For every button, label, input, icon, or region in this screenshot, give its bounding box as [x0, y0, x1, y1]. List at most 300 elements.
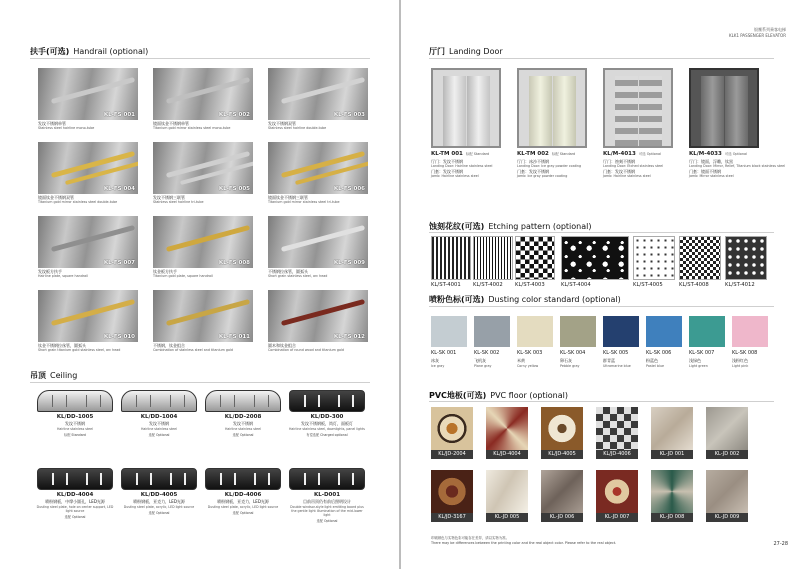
pvc-option	[596, 407, 638, 459]
door-drawing	[431, 68, 501, 148]
door-name-en: Landing Door: Etched stainless steel	[603, 164, 664, 168]
ceiling-strip	[338, 395, 340, 407]
dusting-name-cn: 浅粉红色	[732, 358, 748, 363]
handrail-photo	[38, 142, 138, 194]
door-code-label: KL/M-4033	[689, 151, 722, 157]
pvc-option	[541, 470, 583, 522]
pvc-option	[596, 470, 638, 522]
handrail-name-en: Combination of round wood and titanium gold	[268, 348, 344, 352]
dusting-name-en: Ice gray	[431, 364, 445, 368]
handrail-code: KL-FS 002	[218, 112, 250, 118]
door-name-cn: 厅门：镜面，浮雕，钛黑	[689, 159, 733, 164]
door-leaf-right	[553, 76, 576, 146]
pvc-code: KL-JD 002	[706, 450, 748, 459]
etching-rule	[429, 232, 774, 233]
etching-code: KL/ST-4012	[725, 282, 755, 288]
door-name-cn: 厅门：发纹不锈钢	[431, 159, 463, 164]
handrail-name-en: Stainless steel hairline tri-tube	[153, 200, 204, 204]
handrail-name-cn: 镜面钛金不锈钢单管	[153, 121, 189, 126]
handrail-name-en: Short grain stainless steel, arc head	[268, 274, 328, 278]
ceiling-option	[288, 390, 366, 452]
handrail-name-en: Titanium gold plate, square handrail	[153, 274, 213, 278]
handrail-bar	[51, 225, 135, 252]
handrail-option	[153, 290, 253, 353]
etching-swatch	[515, 236, 555, 280]
dusting-name-cn: 卵石灰	[560, 358, 572, 363]
ceiling-strip	[304, 473, 306, 485]
ceiling-option-tag: 选配 Optional	[148, 433, 170, 437]
pvc-option	[486, 407, 528, 459]
jamb-name-cn: 门套：发纹不锈钢	[603, 169, 635, 174]
handrail-option	[38, 68, 138, 131]
ceiling-name-en: Dusting steel plate, acrylic, LED light source	[123, 505, 195, 509]
dusting-name-en: Light green	[689, 364, 708, 368]
ceiling-name-cn: 喷粉钢板，中摩小圆孔，LED光源	[45, 499, 105, 504]
etching-code: KL/ST-4004	[561, 282, 591, 288]
dusting-name-en: Light pink	[732, 364, 749, 368]
etching-option	[633, 236, 675, 291]
ceiling-strip	[184, 395, 185, 407]
ceiling-strip	[184, 473, 186, 485]
ceiling-strip	[66, 395, 67, 407]
handrail-photo	[268, 216, 368, 268]
handrail-code: KL-FS 007	[103, 260, 135, 266]
handrail-photo	[38, 216, 138, 268]
pvc-swatch	[541, 407, 583, 450]
handrail-bar	[166, 77, 250, 104]
dusting-name-en: Pastel blue	[646, 364, 664, 368]
pvc-option	[706, 407, 748, 459]
etching-swatch	[679, 236, 721, 280]
ceiling-strip	[86, 395, 87, 407]
ceiling-option-tag: 有偿选配 Charged optional	[306, 433, 348, 437]
handrail-name-en: Short grain titanium gold stainless steel, arc head	[38, 348, 121, 352]
door-option-tag: 标配 Standard	[465, 152, 490, 156]
ceiling-strip	[318, 473, 320, 485]
handrail-code: KL-FS 005	[218, 186, 250, 192]
ceiling-drawing	[37, 390, 113, 412]
handrail-name-cn: 发纹不锈钢三联管	[153, 195, 185, 200]
handrail-code: KL-FS 008	[218, 260, 250, 266]
ceiling-drawing	[289, 468, 365, 490]
ceiling-strip	[136, 473, 138, 485]
pvc-code: KL/JD-4005	[541, 450, 583, 459]
pvc-option	[651, 407, 693, 459]
handrail-code: KL-FS 010	[103, 334, 135, 340]
pvc-code: KL/JD-3167	[431, 513, 473, 522]
handrail-option	[268, 290, 368, 353]
handrail-photo	[153, 290, 253, 342]
pvc-swatch	[706, 407, 748, 450]
landing-door-rule	[429, 58, 774, 59]
pvc-option	[541, 407, 583, 459]
handrail-bar	[166, 299, 250, 326]
handrail-code: KL-FS 001	[103, 112, 135, 118]
ceiling-option	[204, 468, 282, 530]
ceiling-code: KL/DD-300	[310, 414, 344, 420]
dusting-name-cn: 飞机灰	[474, 358, 486, 363]
handrail-photo	[38, 290, 138, 342]
dusting-swatch	[560, 316, 596, 347]
door-leaf-right	[725, 76, 748, 146]
ceiling-option-tag: 选配 Optional	[148, 511, 170, 515]
ceiling-drawing	[121, 468, 197, 490]
pvc-swatch	[706, 470, 748, 513]
handrail-name-cn: 不锈钢拉丝管，圆弧头	[268, 269, 308, 274]
door-drawing	[517, 68, 587, 148]
door-option-tag: 可选 Optional	[724, 152, 748, 156]
etching-option	[515, 236, 555, 291]
pvc-code: KL/JD-2004	[431, 450, 473, 459]
ceiling-option-tag: 选配 Optional	[232, 511, 254, 515]
handrail-bar	[281, 225, 365, 252]
ceiling-option-tag: 标配 Standard	[64, 433, 86, 437]
etching-swatch	[431, 236, 471, 280]
dusting-name-cn: 米黄	[517, 358, 525, 363]
door-code-label: KL/M-4013	[603, 151, 636, 157]
ceiling-name-en: Hairline stainless steel, downlights, panel lights	[289, 427, 365, 431]
handrail-bar	[51, 77, 135, 104]
etching-option	[679, 236, 721, 291]
ceiling-option	[120, 390, 198, 452]
ceiling-code: KL/DD-4005	[140, 492, 178, 498]
pvc-swatch	[596, 470, 638, 513]
dusting-code: KL-SK 007	[689, 350, 715, 356]
ceiling-strip	[352, 395, 354, 407]
door-code	[517, 151, 575, 157]
ceiling-name-en: Hairline stainless steel	[57, 427, 93, 431]
etching-swatch	[561, 236, 629, 280]
ceiling-strip	[52, 473, 54, 485]
pvc-heading: PVC地板(可选) PVC floor (optional)	[429, 391, 568, 400]
door-code	[689, 151, 747, 157]
dusting-swatch	[603, 316, 639, 347]
ceiling-code: KL/DD-4004	[56, 492, 94, 498]
dusting-name-cn: 冰灰	[431, 358, 439, 363]
pvc-swatch	[431, 470, 473, 513]
ceiling-option	[288, 468, 366, 530]
handrail-code: KL-FS 009	[333, 260, 365, 266]
door-name-en: Landing Door: Ice gray powder coating	[517, 164, 582, 168]
ceiling-strip	[234, 473, 236, 485]
handrail-photo	[268, 290, 368, 342]
handrail-name-en: Titanium gold mirror stainless steel mono-tube	[153, 126, 231, 130]
pvc-code: KL-JD 009	[706, 513, 748, 522]
ceiling-rule	[30, 382, 370, 383]
handrail-photo	[268, 142, 368, 194]
door-leaf-left	[615, 76, 638, 146]
dusting-name-en: Pebble gray	[560, 364, 580, 368]
ceiling-strip	[86, 473, 88, 485]
pvc-rule	[429, 401, 774, 402]
dusting-rule	[429, 306, 774, 307]
ceiling-name-cn: 发纹不锈钢	[233, 421, 253, 426]
handrail-name-en: Combination of stainless steel and titanium gold	[153, 348, 233, 352]
handrail-name-cn: 不锈钢，钛金组合	[153, 343, 185, 348]
handrail-option	[268, 216, 368, 279]
ceiling-drawing	[289, 390, 365, 412]
dusting-swatch	[646, 316, 682, 347]
dusting-name-cn: 浅绿色	[689, 358, 701, 363]
dusting-option	[732, 316, 768, 370]
ceiling-strip	[100, 473, 102, 485]
handrail-name-en: Hairline plate, square handrail	[38, 274, 88, 278]
dusting-option	[689, 316, 725, 370]
ceiling-strip	[52, 395, 53, 407]
pvc-option	[706, 470, 748, 522]
ceiling-name-en: Hairline stainless steel	[141, 427, 177, 431]
handrail-name-cn: 圆木和钛金组合	[268, 343, 296, 348]
door-code	[603, 151, 661, 157]
pvc-swatch	[596, 407, 638, 450]
ceiling-strip	[234, 395, 235, 407]
ceiling-heading: 吊顶 Ceiling	[30, 371, 78, 380]
ceiling-option-tag: 选配 Optional	[316, 519, 338, 523]
ceiling-option	[204, 390, 282, 452]
ceiling-drawing	[121, 390, 197, 412]
ceiling-drawing	[205, 468, 281, 490]
handrail-option	[153, 68, 253, 131]
ceiling-strip	[170, 395, 171, 407]
door-name-cn: 厅门：冰沙不锈钢	[517, 159, 549, 164]
ceiling-strip	[170, 473, 172, 485]
door-leaf-left	[529, 76, 552, 146]
etching-code: KL/ST-4005	[633, 282, 663, 288]
ceiling-strip	[254, 473, 256, 485]
ceiling-strip	[220, 473, 222, 485]
ceiling-name-cn: 发纹不锈钢	[65, 421, 85, 426]
handrail-photo	[268, 68, 368, 120]
door-code-label: KL-TM 001	[431, 151, 463, 157]
handrail-code: KL-FS 004	[103, 186, 135, 192]
etching-swatch	[633, 236, 675, 280]
dusting-name-en: Ultramarine blue	[603, 364, 631, 368]
handrail-heading: 扶手(可选) Handrail (optional)	[30, 47, 149, 56]
landing-door-option	[517, 68, 587, 178]
handrail-option	[153, 216, 253, 279]
ceiling-strip	[220, 395, 221, 407]
ceiling-strip	[318, 395, 320, 407]
etching-code: KL/ST-4008	[679, 282, 709, 288]
dusting-swatch	[689, 316, 725, 347]
door-option-tag: 可选 Optional	[638, 152, 662, 156]
ceiling-option-tag: 选配 Optional	[64, 515, 86, 519]
etching-option	[561, 236, 629, 291]
dusting-option	[431, 316, 467, 370]
ceiling-name-cn: 目前吊顶仍有前后照明设计	[303, 499, 351, 504]
handrail-option	[268, 68, 368, 131]
handrail-name-cn: 发纹不锈钢单管	[38, 121, 66, 126]
ceiling-strip	[150, 473, 152, 485]
etching-code: KL/ST-4003	[515, 282, 545, 288]
ceiling-name-en: Double windsor-style light emitting board plus the gentle light illumination of the mid-lower light	[290, 505, 364, 517]
pvc-swatch	[651, 407, 693, 450]
handrail-bar	[281, 77, 365, 104]
dusting-name-cn: 粉蓝色	[646, 358, 658, 363]
ceiling-strip	[352, 473, 354, 485]
right-page	[401, 0, 800, 569]
handrail-bar	[51, 299, 135, 326]
ceiling-strip	[268, 473, 270, 485]
ceiling-drawing	[37, 468, 113, 490]
jamb-name-en: Jamb: Hairline stainless steel	[431, 174, 479, 178]
pvc-swatch	[431, 407, 473, 450]
jamb-name-en: Jamb: Ice gray powder coating	[517, 174, 568, 178]
jamb-name-en: Jamb: Hairline stainless steel	[603, 174, 651, 178]
dusting-option	[474, 316, 510, 370]
dusting-code: KL-SK 003	[517, 350, 543, 356]
pvc-swatch	[486, 407, 528, 450]
dusting-swatch	[517, 316, 553, 347]
handrail-rule	[30, 58, 370, 59]
door-drawing	[689, 68, 759, 148]
door-leaf-right	[639, 76, 662, 146]
footnote: 印刷颜色与实物色彩可能存在差异，请以实物为准。 There may be differences between the printing color and the real object color. Please refer to the real object.	[431, 536, 617, 545]
ceiling-name-en: Hairline stainless steel	[225, 427, 261, 431]
ceiling-strip	[100, 395, 101, 407]
handrail-option	[38, 216, 138, 279]
handrail-photo	[153, 216, 253, 268]
handrail-name-en: Stainless steel hairline mono-tube	[38, 126, 95, 130]
etching-heading: 蚀刻花纹(可选) Etching pattern (optional)	[429, 222, 592, 231]
dusting-swatch	[474, 316, 510, 347]
ceiling-strip	[254, 395, 255, 407]
door-name-en: Landing Door: Hairline stainless steel	[431, 164, 493, 168]
handrail-name-cn: 发纹不锈钢双管	[268, 121, 296, 126]
door-leaf-left	[443, 76, 466, 146]
door-name-cn: 厅门：蚀刻不锈钢	[603, 159, 635, 164]
ceiling-strip	[136, 395, 137, 407]
brand-label: 银鹰系列乘客电梯 KLK1 PASSENGER ELEVATOR	[728, 27, 786, 38]
handrail-name-cn: 钛金板方扶手	[153, 269, 177, 274]
ceiling-option	[36, 390, 114, 452]
pvc-swatch	[541, 470, 583, 513]
pvc-code: KL-JD 005	[486, 513, 528, 522]
ceiling-option-tag: 选配 Optional	[232, 433, 254, 437]
landing-door-option	[603, 68, 673, 178]
handrail-bar	[166, 225, 250, 252]
pvc-code: KL-JD 007	[596, 513, 638, 522]
etching-option	[473, 236, 513, 291]
dusting-heading: 喷粉色标(可选) Dusting color standard (optional)	[429, 295, 621, 304]
handrail-code: KL-FS 012	[333, 334, 365, 340]
pvc-swatch	[486, 470, 528, 513]
ceiling-code: KL/DD-2008	[224, 414, 262, 420]
etching-option	[431, 236, 471, 291]
etching-option	[725, 236, 767, 291]
ceiling-strip	[66, 473, 68, 485]
dusting-option	[603, 316, 639, 370]
etching-code: KL/ST-4002	[473, 282, 503, 288]
handrail-code: KL-FS 003	[333, 112, 365, 118]
handrail-name-cn: 钛金不锈钢拉丝管，圆弧头	[38, 343, 86, 348]
ceiling-name-en: Dusting steel plate, acrylic, LED light source	[207, 505, 279, 509]
dusting-swatch	[431, 316, 467, 347]
pvc-option	[431, 407, 473, 459]
ceiling-name-en: Dusting steel plate, hole on center support, LED light source	[36, 505, 114, 513]
ceiling-code: KL/DD-1004	[140, 414, 178, 420]
door-code	[431, 151, 489, 157]
ceiling-name-cn: 喷粉钢板，亚克力，LED光源	[217, 499, 269, 504]
dusting-name-en: Plane gray	[474, 364, 492, 368]
handrail-name-cn: 发纹板方扶手	[38, 269, 62, 274]
handrail-name-cn: 镜面钛金不锈钢双管	[38, 195, 74, 200]
jamb-name-cn: 门套：发纹不锈钢	[431, 169, 463, 174]
landing-door-option	[431, 68, 501, 178]
dusting-code: KL-SK 002	[474, 350, 500, 356]
jamb-name-cn: 门套：发纹不锈钢	[517, 169, 549, 174]
handrail-code: KL-FS 011	[218, 334, 250, 340]
dusting-name-en: Corny yellow	[517, 364, 539, 368]
dusting-option	[517, 316, 553, 370]
handrail-name-en: Stainless steel hairline double-tube	[268, 126, 327, 130]
door-option-tag: 标配 Standard	[551, 152, 576, 156]
door-leaf-right	[467, 76, 490, 146]
ceiling-name-cn: 发纹不锈钢板，筒灯，面板灯	[301, 421, 353, 426]
jamb-name-en: Jamb: Mirror stainless steel	[689, 174, 734, 178]
ceiling-strip	[338, 473, 340, 485]
ceiling-strip	[150, 395, 151, 407]
handrail-name-en: Titanium gold mirror stainless steel double-tube	[38, 200, 118, 204]
door-code-label: KL-TM 002	[517, 151, 549, 157]
handrail-name-cn: 镜面钛金不锈钢三联管	[268, 195, 308, 200]
etching-code: KL/ST-4001	[431, 282, 461, 288]
handrail-option	[268, 142, 368, 205]
ceiling-strip	[304, 395, 306, 407]
dusting-code: KL-SK 005	[603, 350, 629, 356]
handrail-photo	[38, 68, 138, 120]
etching-swatch	[725, 236, 767, 280]
landing-door-option	[689, 68, 786, 178]
handrail-bar	[281, 299, 365, 326]
etching-swatch	[473, 236, 513, 280]
handrail-photo	[153, 142, 253, 194]
ceiling-name-cn: 喷粉钢板，亚克力，LED光源	[133, 499, 185, 504]
ceiling-code: KL/DD-1005	[56, 414, 94, 420]
door-drawing	[603, 68, 673, 148]
dusting-option	[646, 316, 682, 370]
door-leaf-left	[701, 76, 724, 146]
handrail-option	[38, 290, 138, 353]
pvc-option	[486, 470, 528, 522]
ceiling-code: KL/DD-4006	[224, 492, 262, 498]
door-name-en: Landing Door: Mirror, Relief, Titanium black stainless steel	[689, 164, 786, 168]
pvc-code: KL/JD-4006	[596, 450, 638, 459]
handrail-photo	[153, 68, 253, 120]
dusting-code: KL-SK 006	[646, 350, 672, 356]
handrail-name-en: Titanium gold mirror stainless steel tri-tube	[268, 200, 340, 204]
pvc-code: KL/JD-4004	[486, 450, 528, 459]
left-page	[0, 0, 399, 569]
ceiling-name-cn: 发纹不锈钢	[149, 421, 169, 426]
pvc-option	[431, 470, 473, 522]
dusting-code: KL-SK 008	[732, 350, 758, 356]
dusting-option	[560, 316, 596, 370]
pvc-code: KL-JD 008	[651, 513, 693, 522]
jamb-name-cn: 门套：镜面不锈钢	[689, 169, 721, 174]
ceiling-code: KL-D001	[313, 492, 341, 498]
pvc-swatch	[651, 470, 693, 513]
ceiling-strip	[268, 395, 269, 407]
dusting-code: KL-SK 004	[560, 350, 586, 356]
page-number: 27-28	[773, 541, 788, 547]
ceiling-option	[120, 468, 198, 530]
dusting-code: KL-SK 001	[431, 350, 457, 356]
pvc-option	[651, 470, 693, 522]
landing-door-heading: 厅门 Landing Door	[429, 47, 503, 56]
dusting-name-cn: 群青蓝	[603, 358, 615, 363]
ceiling-option	[36, 468, 114, 530]
